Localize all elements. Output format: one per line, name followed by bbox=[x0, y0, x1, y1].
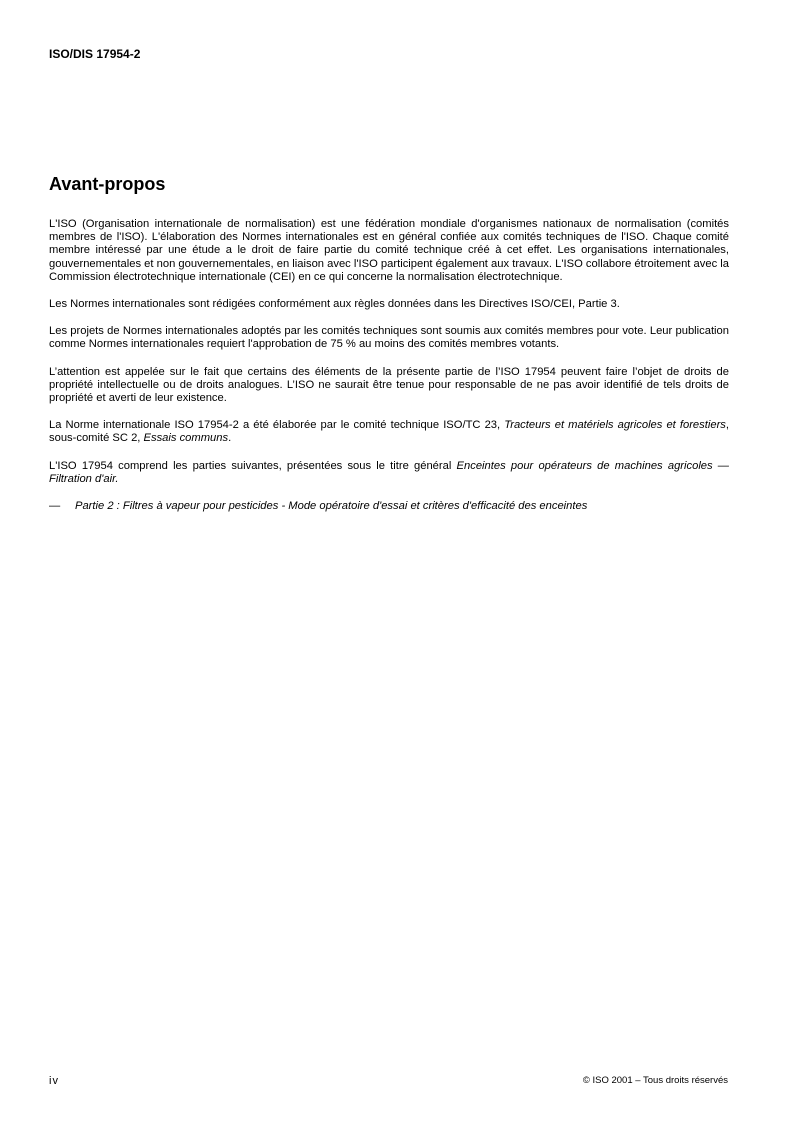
committee-text-1: La Norme internationale ISO 17954-2 a été élaborée par le comité technique ISO/TC 23, bbox=[49, 419, 505, 432]
paragraph-voting: Les projets de Normes internationales adoptés par les comités techniques sont soumis aux comités membres pour vote. Leur publication comme Normes internationales requiert l'approbation de 75 % au moins des comités membres votants. bbox=[49, 325, 729, 351]
paragraph-iso-intro: L'ISO (Organisation internationale de normalisation) est une fédération mondiale d'organismes nationaux de normalisation (comités membres de l'ISO). L'élaboration des Normes internationales est en général confiée aux comités techniques de l'ISO. Chaque comité membre intéressé par une étude a le droit de faire partie du comité technique créé à cet effet. Les organisations internationales, gouvernementales et non gouvernementales, en liaison avec l'ISO participent également aux travaux. L'ISO collabore étroitement avec la Commission électrotechnique internationale (CEI) en ce qui concerne la normalisation électrotechnique. bbox=[49, 218, 729, 283]
list-item bbox=[49, 500, 729, 513]
committee-text-2: , sous-comité SC 2, bbox=[49, 419, 729, 445]
copyright-notice: © ISO 2001 – Tous droits réservés bbox=[582, 1075, 728, 1086]
list-dash: — bbox=[49, 500, 61, 513]
page-number: iv bbox=[49, 1075, 59, 1087]
general-title: Enceintes pour opérateurs de machines agricoles — Filtration d'air. bbox=[49, 459, 729, 485]
committee-name: Tracteurs et matériels agricoles et forestiers bbox=[504, 419, 726, 432]
part-title: Partie 2 : Filtres à vapeur pour pesticides - Mode opératoire d'essai et critères d'efficacité des enceintes bbox=[75, 500, 588, 513]
document-code: ISO/DIS 17954-2 bbox=[49, 47, 141, 61]
parts-intro-text: L'ISO 17954 comprend les parties suivantes, présentées sous le titre général bbox=[49, 459, 457, 472]
subcommittee-name: Essais communs bbox=[143, 432, 229, 445]
paragraph-patent-rights: L’attention est appelée sur le fait que certains des éléments de la présente partie de l’ISO 17954 peuvent faire l’objet de droits de propriété intellectuelle ou de droits analogues. L’ISO ne saurait être tenue pour responsable de ne pas avoir identifié de tels droits de propriété et averti de leur existence. bbox=[49, 365, 729, 405]
paragraph-parts-intro bbox=[49, 460, 729, 486]
committee-text-3: . bbox=[228, 432, 232, 445]
page-title: Avant-propos bbox=[49, 174, 166, 194]
foreword-body bbox=[49, 218, 729, 527]
paragraph-directives: Les Normes internationales sont rédigées conformément aux règles données dans les Directives ISO/CEI, Partie 3. bbox=[49, 298, 620, 311]
paragraph-committee bbox=[49, 419, 729, 445]
